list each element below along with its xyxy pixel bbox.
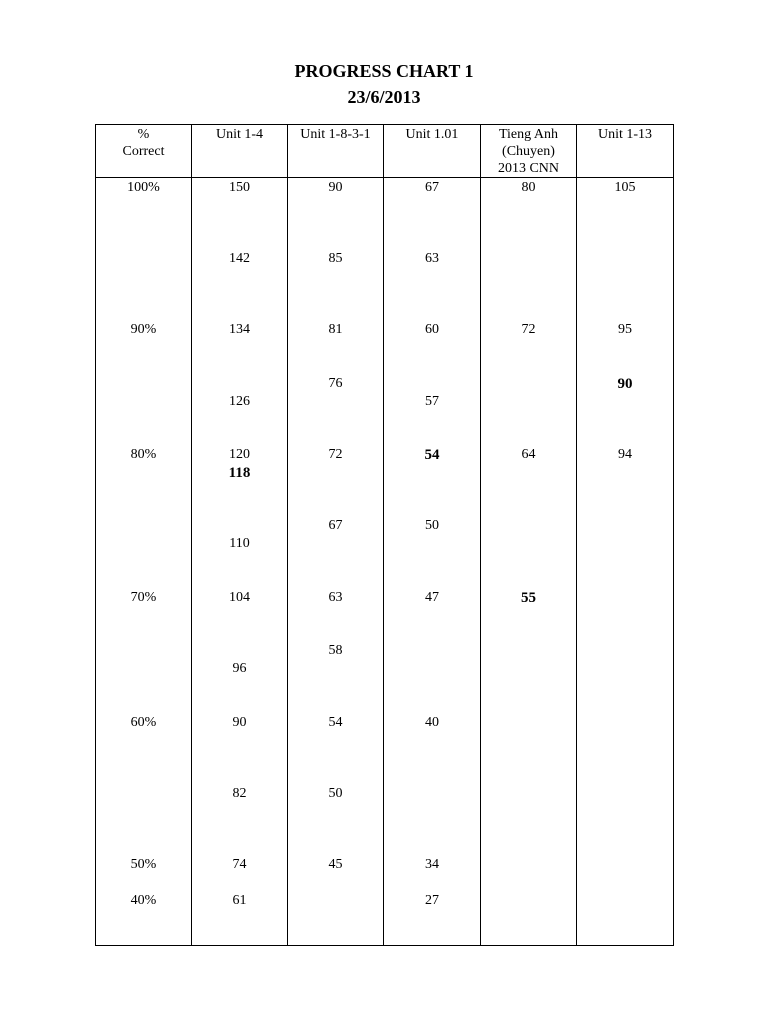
column-divider (287, 124, 288, 946)
table-header-divider (95, 177, 674, 178)
column-divider (191, 124, 192, 946)
unit-1-4-score: 104 (229, 590, 250, 605)
unit-1-8-3-1-score: 58 (328, 643, 343, 658)
unit-1-8-3-1-score: 50 (328, 786, 343, 801)
unit-1-8-3-1-score: 85 (328, 251, 343, 266)
unit-1-01-score: 47 (425, 590, 439, 605)
tieng-anh-score: 80 (521, 180, 536, 195)
table-border-right (673, 124, 674, 946)
percent-cell: 80% (130, 447, 157, 462)
unit-1-01-score: 67 (425, 180, 439, 195)
tieng-anh-score-highlight: 55 (521, 590, 536, 606)
unit-1-4-score: 96 (232, 661, 247, 676)
header-percent-correct (96, 126, 191, 160)
header-unit-1-8-3-1: Unit 1-8-3-1 (300, 127, 371, 142)
unit-1-8-3-1-score: 54 (328, 715, 343, 730)
unit-1-01-score: 57 (425, 394, 439, 409)
unit-1-4-score: 74 (232, 857, 247, 872)
header-percent-symbol: % (137, 127, 150, 142)
header-tieng-anh-line2: (Chuyen) (502, 144, 555, 159)
unit-1-13-score-highlight: 90 (617, 376, 633, 392)
header-unit-1-4: Unit 1-4 (215, 127, 264, 142)
unit-1-4-score: 126 (229, 394, 250, 409)
unit-1-01-score: 40 (425, 715, 439, 730)
percent-cell: 60% (130, 715, 157, 730)
percent-cell: 70% (130, 590, 157, 605)
percent-cell: 40% (130, 893, 157, 908)
table-border-left (95, 124, 96, 946)
unit-1-4-score: 61 (232, 893, 247, 908)
tieng-anh-score: 72 (521, 322, 536, 337)
unit-1-13-score: 94 (618, 447, 632, 462)
chart-date: 23/6/2013 (347, 87, 421, 107)
table-border-top (95, 124, 674, 125)
column-divider (576, 124, 577, 946)
header-correct-label: Correct (122, 144, 165, 159)
tieng-anh-score: 64 (521, 447, 536, 462)
unit-1-4-score: 120 (229, 447, 250, 462)
column-divider (383, 124, 384, 946)
unit-1-8-3-1-score: 67 (328, 518, 343, 533)
column-divider (480, 124, 481, 946)
unit-1-01-score: 34 (425, 857, 439, 872)
unit-1-4-score: 90 (232, 715, 247, 730)
unit-1-4-score-highlight: 118 (228, 465, 251, 481)
unit-1-8-3-1-score: 63 (328, 590, 343, 605)
unit-1-4-score: 150 (229, 180, 250, 195)
table-border-bottom (95, 945, 674, 946)
unit-1-4-score: 142 (229, 251, 250, 266)
unit-1-01-score: 60 (425, 322, 439, 337)
unit-1-8-3-1-score: 90 (328, 180, 343, 195)
unit-1-01-score: 27 (425, 893, 439, 908)
percent-cell: 50% (130, 857, 157, 872)
unit-1-13-score: 95 (618, 322, 632, 337)
unit-1-13-score: 105 (614, 180, 636, 195)
chart-title: PROGRESS CHART 1 (294, 61, 474, 81)
unit-1-4-score: 134 (229, 322, 250, 337)
header-tieng-anh-line3: 2013 CNN (497, 161, 560, 176)
unit-1-01-score-highlight: 54 (424, 447, 440, 463)
unit-1-01-score: 50 (425, 518, 439, 533)
unit-1-8-3-1-score: 81 (328, 322, 343, 337)
unit-1-8-3-1-score: 76 (328, 376, 343, 391)
unit-1-8-3-1-score: 45 (328, 857, 343, 872)
unit-1-01-score: 63 (425, 251, 439, 266)
header-tieng-anh (481, 126, 576, 177)
unit-1-4-score: 82 (232, 786, 247, 801)
percent-cell: 100% (127, 180, 160, 195)
header-unit-1-01: Unit 1.01 (405, 127, 459, 142)
percent-cell: 90% (130, 322, 157, 337)
unit-1-8-3-1-score: 72 (328, 447, 343, 462)
header-tieng-anh-line1: Tieng Anh (498, 127, 558, 142)
header-unit-1-13: Unit 1-13 (597, 127, 653, 142)
unit-1-4-score: 110 (229, 536, 250, 551)
